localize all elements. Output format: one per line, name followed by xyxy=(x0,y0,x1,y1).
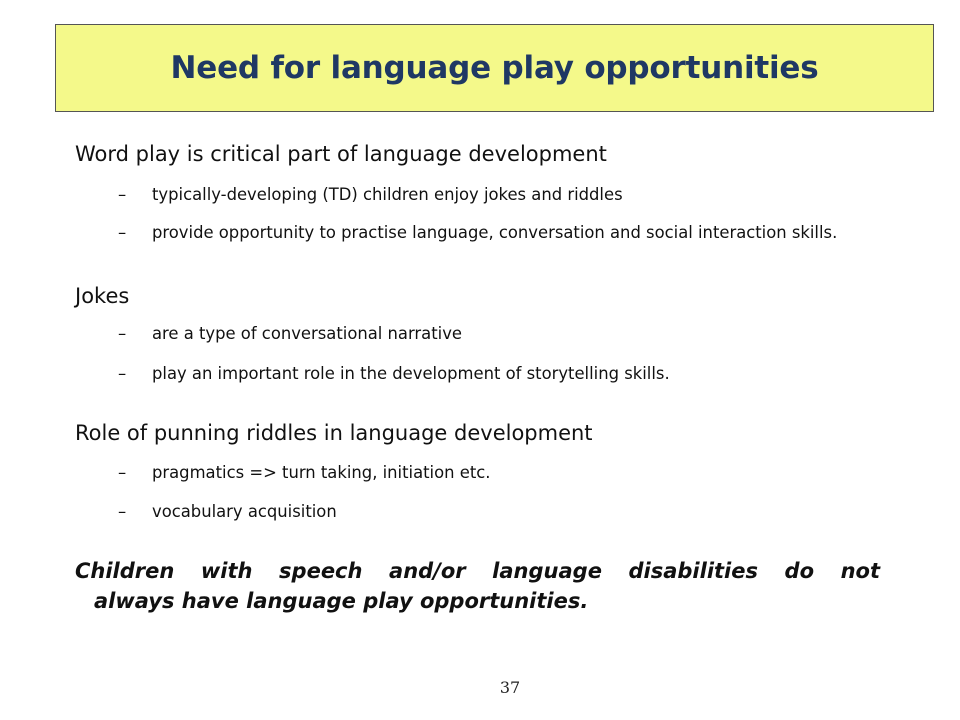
page-number: 37 xyxy=(499,678,521,697)
bullet-item xyxy=(118,320,880,347)
bullet-text: pragmatics => turn taking, initiation etc. xyxy=(152,463,491,482)
bullet-text: typically-developing (TD) children enjoy jokes and riddles xyxy=(152,185,623,204)
closing-line-1: Children with speech and/or language disabilities do not xyxy=(75,559,880,583)
bullet-dash: – xyxy=(118,502,127,521)
bullet-dash: – xyxy=(118,324,127,343)
section-heading-jokes: Jokes xyxy=(75,284,130,308)
bullet-text: are a type of conversational narrative xyxy=(152,324,462,343)
bullet-item xyxy=(118,219,880,246)
slide-title: Need for language play opportunities xyxy=(170,50,819,86)
bullet-dash: – xyxy=(118,223,127,242)
bullet-item xyxy=(118,459,880,486)
bullet-text: play an important role in the development of storytelling skills. xyxy=(152,364,670,383)
slide-title-box xyxy=(55,24,934,112)
bullet-dash: – xyxy=(118,185,127,204)
bullet-text: vocabulary acquisition xyxy=(152,502,337,521)
closing-statement xyxy=(75,556,880,616)
section-heading-word-play: Word play is critical part of language development xyxy=(75,142,607,166)
bullet-item xyxy=(118,498,880,525)
closing-line-2: always have language play opportunities. xyxy=(94,589,589,613)
bullet-dash: – xyxy=(118,364,127,383)
bullet-text: provide opportunity to practise language, conversation and social interaction skills. xyxy=(152,223,838,242)
bullet-item xyxy=(118,181,880,208)
bullet-dash: – xyxy=(118,463,127,482)
bullet-item xyxy=(118,360,880,387)
section-heading-punning-riddles: Role of punning riddles in language development xyxy=(75,421,593,445)
